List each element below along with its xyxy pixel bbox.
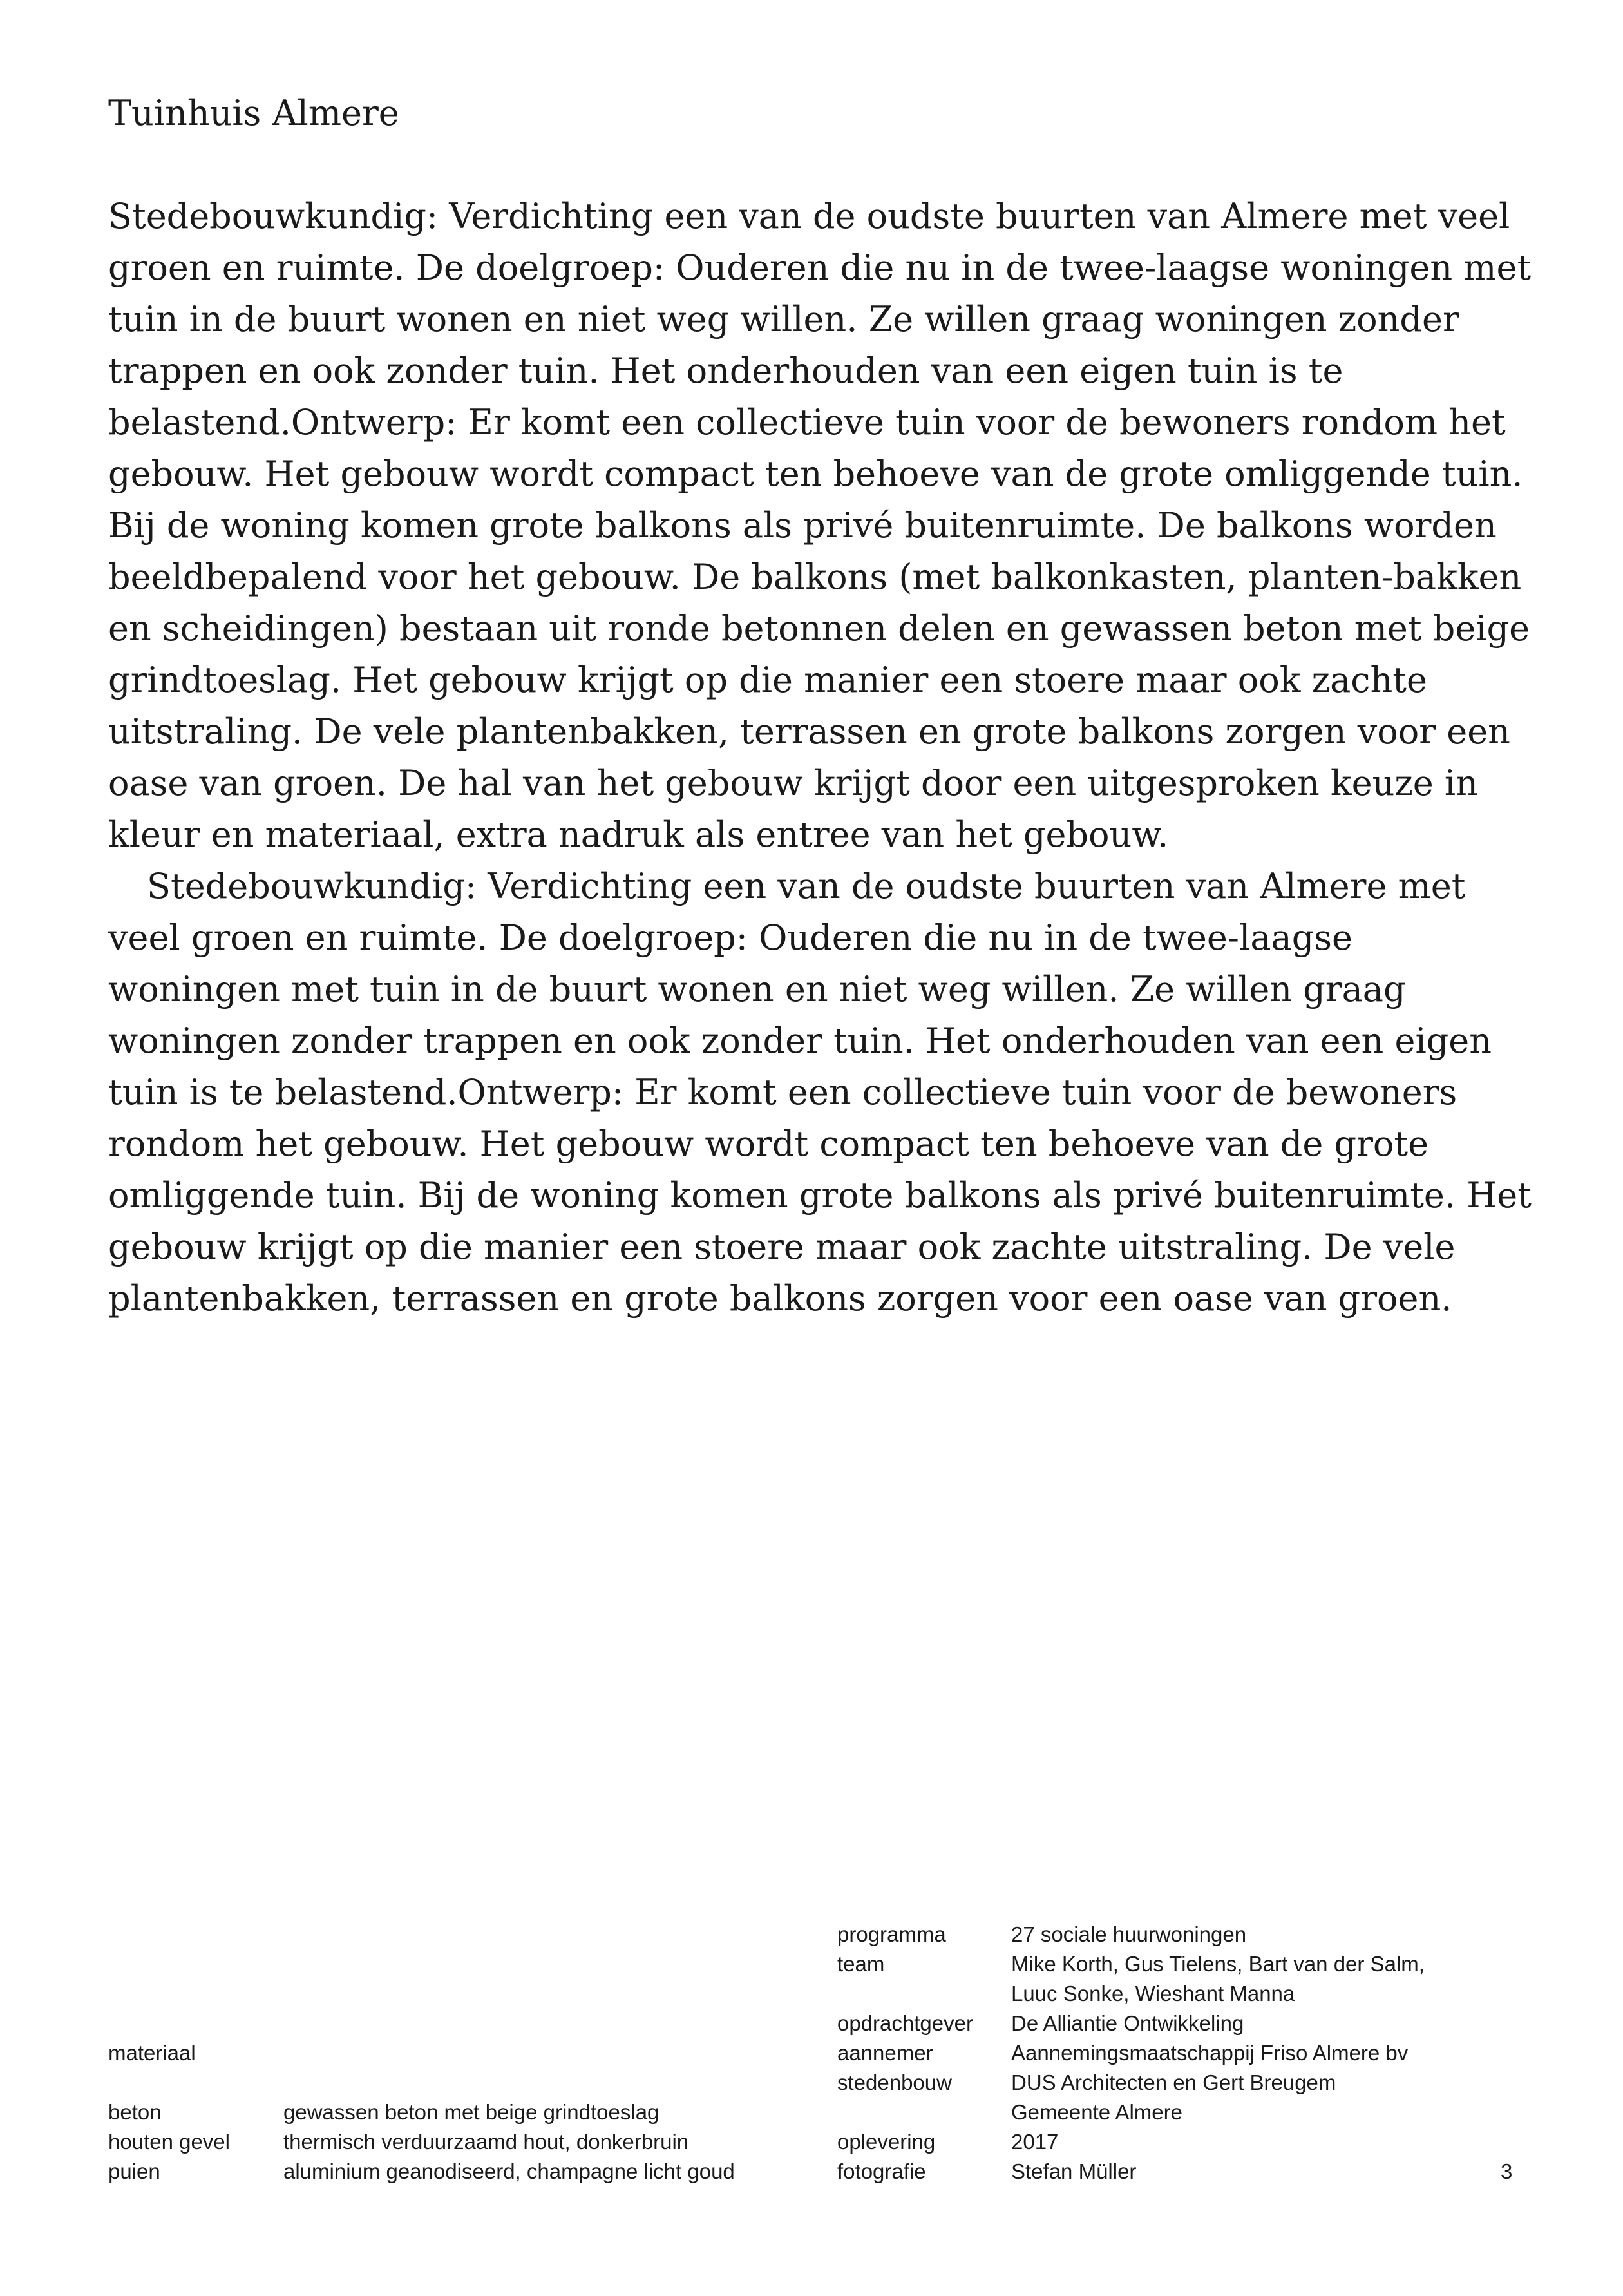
credit-row-oplevering — [837, 2127, 1501, 2157]
paragraph-1: Stedebouwkundig: Verdichting een van de oudste buurten van Almere met veel groen en ruimte. De doelgroep: Ouderen die nu in de twee-laagse woningen met tuin in de buurt wonen en niet weg willen. Ze willen graag woningen zonder trappen en ook zonder tuin. Het onderhouden van een eigen tuin is te belastend.Ontwerp: Er komt een collectieve tuin voor de bewoners rondom het gebouw. Het gebouw wordt compact ten behoeve van de grote omliggende tuin. Bij de woning komen grote balkons als privé buitenruimte. De balkons worden beeldbepalend voor het gebouw. De balkons (met balkonkasten, planten-bakken en scheidingen) bestaan uit ronde betonnen delen en gewassen beton met beige grindtoeslag. Het gebouw krijgt op die manier een stoere maar ook zachte uitstraling. De vele plantenbakken, terrassen en grote balkons zorgen voor een oase van groen. De hal van het gebouw krijgt door een uitgesproken keuze in kleur en materiaal, extra nadruk als entree van het gebouw. — [108, 196, 1532, 855]
credits-table — [837, 1920, 1501, 2186]
material-value: gewassen beton met beige grindtoeslag — [283, 2100, 660, 2124]
credit-label: opdrachtgever — [837, 2011, 973, 2035]
credit-label: fotografie — [837, 2159, 926, 2183]
credit-value — [1011, 1949, 1501, 2009]
credit-value: 2017 — [1011, 2130, 1059, 2154]
credit-row-aannemer — [837, 2038, 1501, 2068]
credit-value-line: Gemeente Almere — [1011, 2100, 1182, 2124]
credit-label: aannemer — [837, 2041, 933, 2065]
credit-value: 27 sociale huurwoningen — [1011, 1922, 1247, 1946]
body-text — [108, 191, 1532, 1325]
page-title: Tuinhuis Almere — [108, 93, 399, 133]
material-label: houten gevel — [108, 2130, 230, 2154]
credit-label: programma — [837, 1922, 946, 1946]
credit-label: oplevering — [837, 2130, 936, 2154]
credit-value: De Alliantie Ontwikkeling — [1011, 2011, 1244, 2035]
credit-row-opdrachtgever — [837, 2009, 1501, 2038]
credit-row-team — [837, 1949, 1501, 2009]
credit-value: Aannemingsmaatschappij Friso Almere bv — [1011, 2041, 1409, 2065]
material-table — [108, 2098, 863, 2186]
material-label: beton — [108, 2100, 162, 2124]
page-number: 3 — [1501, 2159, 1513, 2183]
credit-value-line: Luuc Sonke, Wieshant Manna — [1011, 1982, 1295, 2005]
material-row — [108, 2098, 863, 2127]
credit-row-programma — [837, 1920, 1501, 1949]
material-heading: materiaal — [108, 2041, 196, 2065]
credit-value — [1011, 2068, 1501, 2127]
credit-row-stedenbouw — [837, 2068, 1501, 2127]
material-row — [108, 2127, 863, 2157]
credit-value-line: DUS Architecten en Gert Breugem — [1011, 2071, 1336, 2094]
credit-row-fotografie — [837, 2157, 1501, 2186]
paragraph-2: Stedebouwkundig: Verdichting een van de oudste buurten van Almere met veel groen en ruimte. De doelgroep: Ouderen die nu in de twee-laagse woningen met tuin in de buurt wonen en niet weg willen. Ze willen graag woningen zonder trappen en ook zonder tuin. Het onderhouden van een eigen tuin is te belastend.Ontwerp: Er komt een collectieve tuin voor de bewoners rondom het gebouw. Het gebouw wordt compact ten behoeve van de grote omliggende tuin. Bij de woning komen grote balkons als privé buitenruimte. Het gebouw krijgt op die manier een stoere maar ook zachte uitstraling. De vele plantenbakken, terrassen en grote balkons zorgen voor een oase van groen. — [108, 866, 1532, 1319]
credit-value-line: Mike Korth, Gus Tielens, Bart van der Salm, — [1011, 1952, 1425, 1976]
material-value: thermisch verduurzaamd hout, donkerbruin — [283, 2130, 689, 2154]
material-value: aluminium geanodiseerd, champagne licht goud — [283, 2159, 735, 2183]
material-row — [108, 2157, 863, 2186]
material-label: puien — [108, 2159, 160, 2183]
credit-label: team — [837, 1952, 885, 1976]
credit-value: Stefan Müller — [1011, 2159, 1137, 2183]
credit-label: stedenbouw — [837, 2071, 952, 2094]
